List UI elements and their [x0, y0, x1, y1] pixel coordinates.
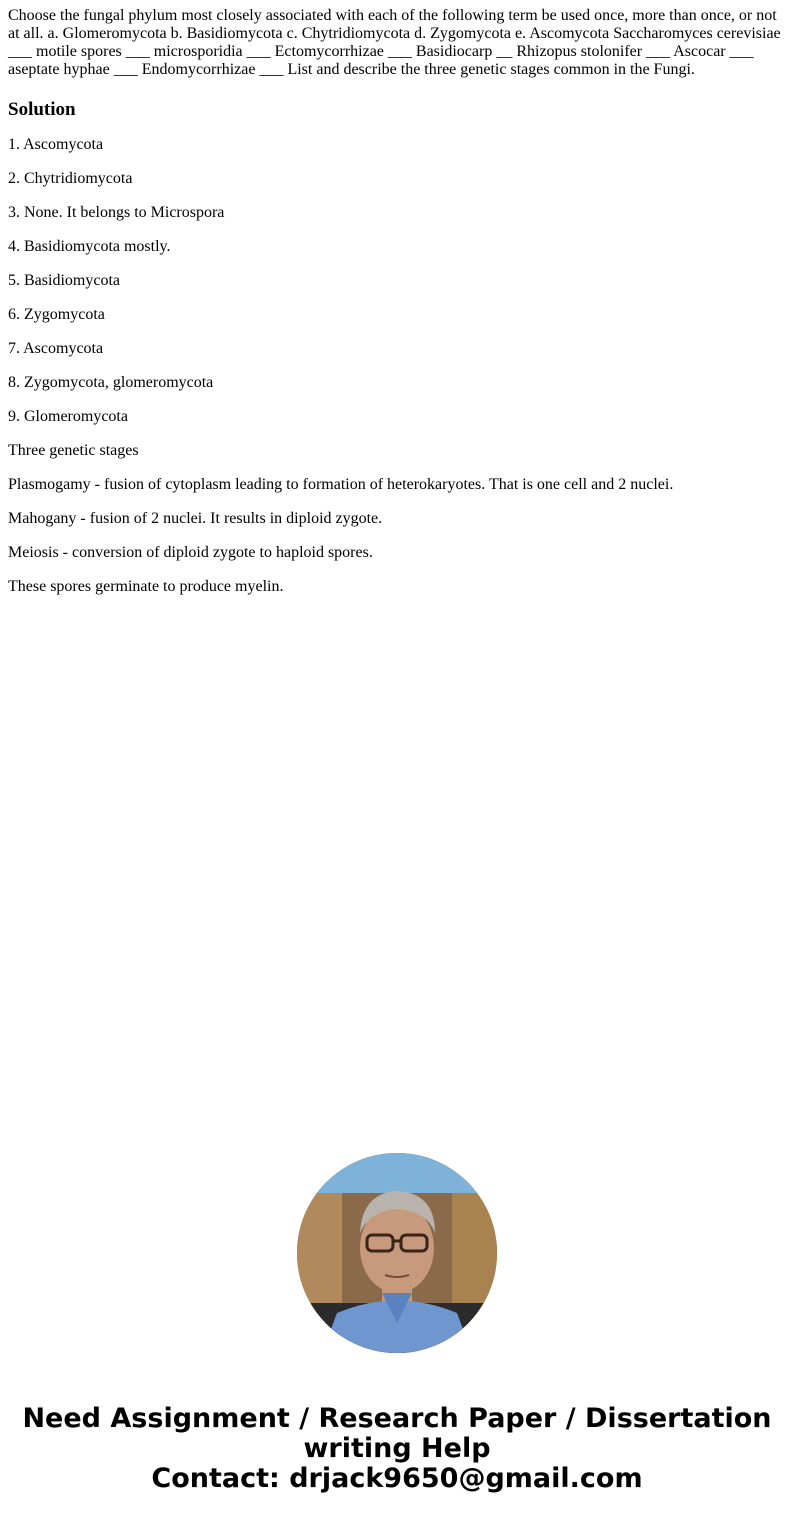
answer-line: Meiosis - conversion of diploid zygote to haploid spores. [8, 544, 373, 561]
question-text: Choose the fungal phylum most closely associated with each of the following term be used once, more than once, or not at all. a. Glomeromycota b. Basidiomycota c. Chytridiomycota d. Zygomycota e. Ascomycota Saccharomyces cerevisiae ___ motile spores ___ microsporidia ___ Ectomycorrhizae ___ Basidiocarp __ Rhizopus stolonifer ___ Ascocar ___ aseptate hyphae ___ Endomycorrhizae ___ List and describe the three genetic stages common in the Fungi. [8, 7, 781, 78]
answer-list [8, 136, 786, 596]
promo-contact: Contact: drjack9650@gmail.com [151, 1463, 643, 1494]
answer-line: 5. Basidiomycota [8, 272, 120, 289]
answer-line: 1. Ascomycota [8, 136, 104, 153]
answer-line: 7. Ascomycota [8, 340, 104, 357]
document-content [8, 7, 786, 612]
answer-line: These spores germinate to produce myelin. [8, 578, 284, 595]
answer-line: 4. Basidiomycota mostly. [8, 238, 171, 255]
answer-line: 2. Chytridiomycota [8, 170, 133, 187]
answer-line: Three genetic stages [8, 442, 139, 459]
answer-line: 9. Glomeromycota [8, 408, 128, 425]
answer-line: 3. None. It belongs to Microspora [8, 204, 225, 221]
answer-line: 8. Zygomycota, glomeromycota [8, 374, 214, 391]
author-avatar [297, 1153, 497, 1353]
answer-line: Mahogany - fusion of 2 nuclei. It results in diploid zygote. [8, 510, 383, 527]
promo-line: Need Assignment / Research Paper / Dissertation [22, 1403, 772, 1434]
promo-line: writing Help [303, 1433, 491, 1464]
solution-heading: Solution [8, 99, 76, 120]
promo-banner [0, 1404, 794, 1494]
person-portrait-icon [297, 1153, 497, 1353]
answer-line: Plasmogamy - fusion of cytoplasm leading to formation of heterokaryotes. That is one cell and 2 nuclei. [8, 476, 674, 493]
answer-line: 6. Zygomycota [8, 306, 105, 323]
